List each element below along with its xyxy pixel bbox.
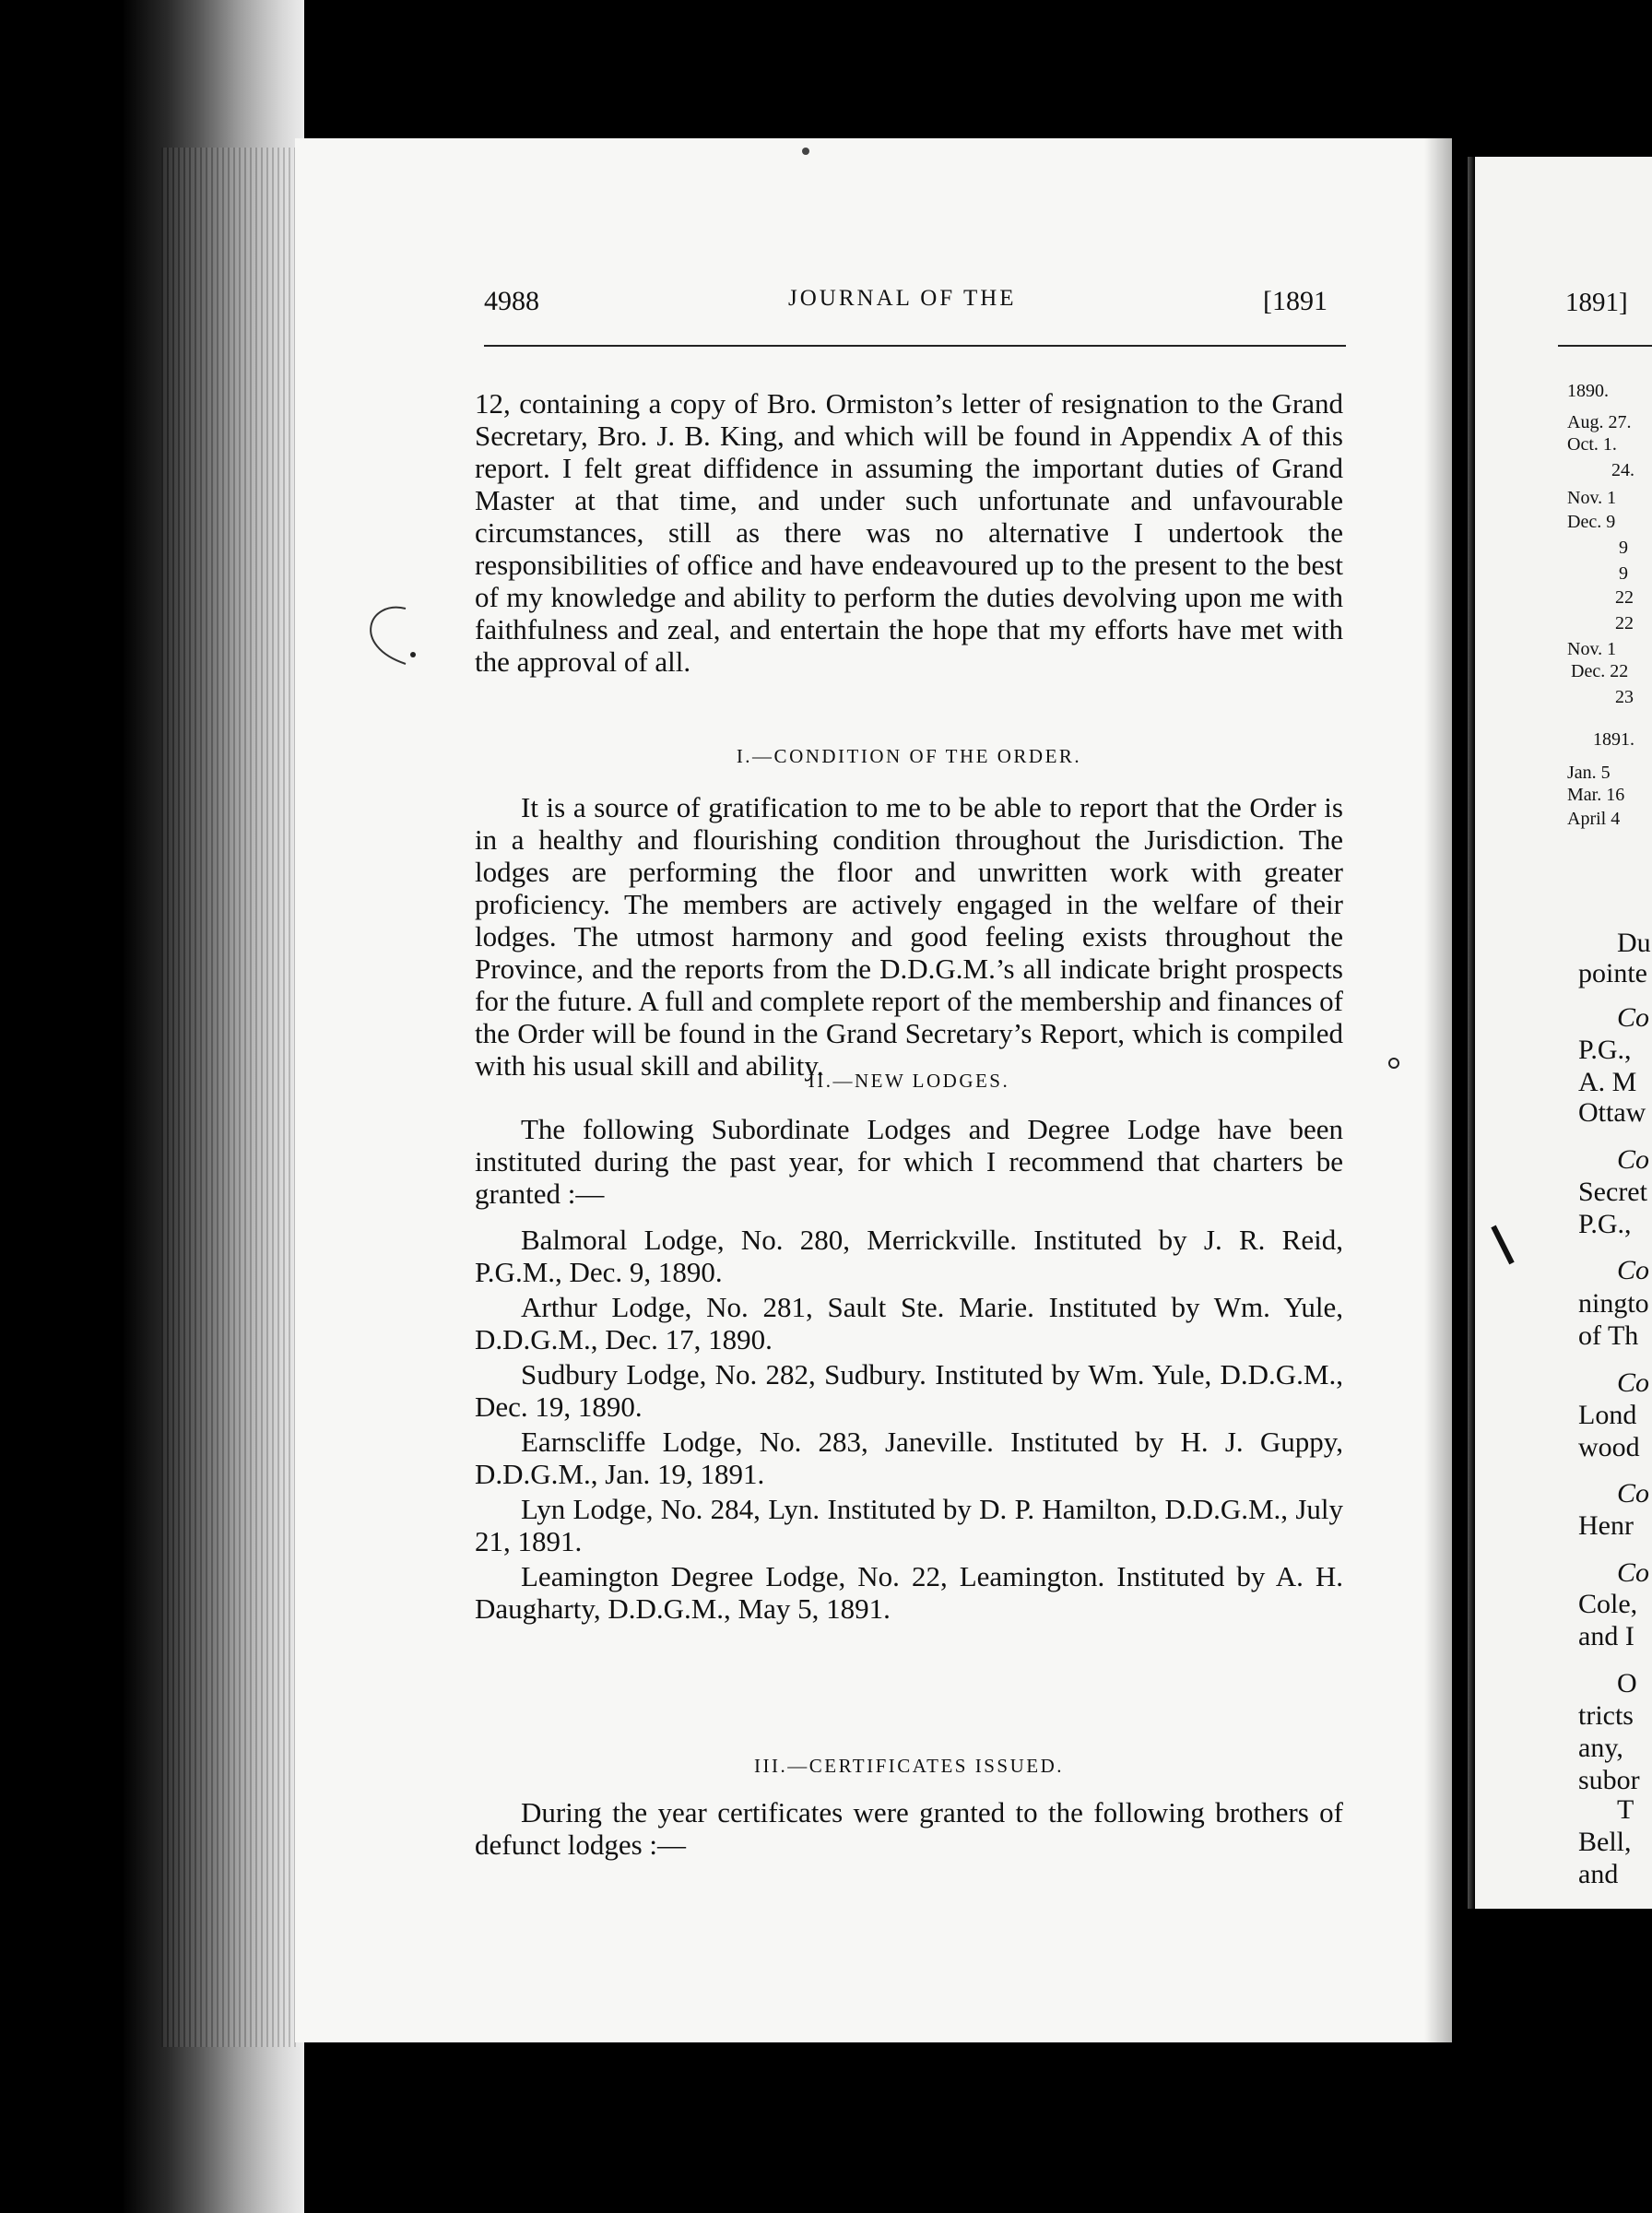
right-fragment: and I (1578, 1621, 1634, 1651)
right-date: Jan. 5 (1567, 763, 1611, 783)
right-fragment: Co (1617, 1367, 1650, 1398)
right-date: 1890. (1567, 381, 1609, 401)
right-fragment: Ottaw (1578, 1097, 1646, 1128)
lodge-entry: Lyn Lodge, No. 284, Lyn. Instituted by D. P. Hamilton, D.D.G.M., July 21, 1891. (475, 1493, 1343, 1557)
right-fragment: Cole, (1578, 1589, 1638, 1619)
right-fragment: tricts (1578, 1700, 1634, 1731)
right-fragment: A. M (1578, 1067, 1637, 1097)
header-rule (484, 345, 1346, 347)
right-fragment: pointe (1578, 958, 1647, 988)
lodge-entry: Leamington Degree Lodge, No. 22, Leamington. Instituted by A. H. Daugharty, D.D.G.M., May 5, 1891. (475, 1560, 1343, 1625)
right-date: Nov. 1 (1567, 639, 1617, 659)
right-page-header: 1891] (1565, 288, 1628, 317)
right-date: 9 (1619, 538, 1628, 558)
lodge-entry: Sudbury Lodge, No. 282, Sudbury. Instituted by Wm. Yule, D.D.G.M., Dec. 19, 1890. (475, 1358, 1343, 1423)
right-fragment: Secret (1578, 1177, 1647, 1207)
right-date: April 4 (1567, 809, 1621, 829)
lodge-entry: Balmoral Lodge, No. 280, Merrickville. Instituted by J. R. Reid, P.G.M., Dec. 9, 1890. (475, 1224, 1343, 1288)
right-fragment: P.G., (1578, 1035, 1632, 1065)
right-fragment: subor (1578, 1765, 1640, 1795)
right-date: Aug. 27. (1567, 412, 1632, 432)
right-fragment: of Th (1578, 1320, 1639, 1351)
lodge-entry: Earnscliffe Lodge, No. 283, Janeville. Instituted by H. J. Guppy, D.D.G.M., Jan. 19, 1891. (475, 1426, 1343, 1490)
right-date: Dec. 22 (1571, 661, 1629, 681)
header-year: [1891 (1263, 286, 1328, 316)
certificates-paragraph: During the year certificates were granted to the following brothers of defunct lodges :— (475, 1796, 1343, 1861)
section-heading-certificates: III.—CERTIFICATES ISSUED. (754, 1755, 1064, 1777)
right-date: 22 (1615, 613, 1634, 633)
intro-paragraph: 12, containing a copy of Bro. Ormiston’s letter of resignation to the Grand Secretary, Bro. J. B. King, and which will be found in Appendix A of this report. I felt great diffidence in assuming the important duties of Grand Master at that time, and under such unfortunate and unfavourable circumstances, still as there was no alternative I undertook the responsibilities of office and have endeavoured up to the present to the best of my knowledge and ability to perform the duties devolving upon me with faithfulness and zeal, and entertain the hope that my efforts have met with the approval of all. (475, 387, 1343, 678)
right-date: 9 (1619, 563, 1628, 584)
right-fragment: T (1617, 1794, 1634, 1825)
right-fragment: ningto (1578, 1288, 1649, 1319)
lodge-entry: Arthur Lodge, No. 281, Sault Ste. Marie. Instituted by Wm. Yule, D.D.G.M., Dec. 17, 1890. (475, 1291, 1343, 1355)
right-fragment: Co (1617, 1144, 1650, 1175)
right-fragment: Co (1617, 1002, 1650, 1033)
page-edges (161, 148, 300, 2047)
new-lodges-intro: The following Subordinate Lodges and Degree Lodge have been instituted during the past year, for which I recommend that charters be granted :— (475, 1113, 1343, 1210)
right-page-rule (1558, 345, 1652, 347)
right-fragment: any, (1578, 1733, 1623, 1763)
right-date: 23 (1615, 687, 1634, 707)
right-fragment: Co (1617, 1478, 1650, 1509)
right-date: 1891. (1593, 729, 1634, 750)
right-fragment: wood (1578, 1432, 1640, 1462)
gutter-shadow (1424, 138, 1475, 2047)
right-fragment: and (1578, 1859, 1619, 1889)
right-date: Dec. 9 (1567, 512, 1616, 532)
right-date: Oct. 1. (1567, 434, 1617, 455)
page-number: 4988 (484, 286, 539, 316)
right-fragment: Lond (1578, 1400, 1637, 1430)
right-fragment: Co (1617, 1557, 1650, 1588)
right-fragment: Bell, (1578, 1827, 1632, 1857)
right-date: 24. (1611, 460, 1634, 480)
right-fragment: O (1617, 1668, 1637, 1698)
right-fragment: Co (1617, 1255, 1650, 1285)
right-date: Mar. 16 (1567, 785, 1625, 805)
lodge-list (475, 1224, 1343, 1627)
right-fragment: P.G., (1578, 1209, 1632, 1239)
right-date: Nov. 1 (1567, 488, 1617, 508)
section-heading-new-lodges: II.—NEW LODGES. (808, 1070, 1010, 1092)
right-fragment: Du (1617, 928, 1651, 958)
running-title: JOURNAL OF THE (788, 286, 1017, 311)
condition-paragraph: It is a source of gratification to me to be able to report that the Order is in a healthy and flourishing condition throughout the Jurisdiction. The lodges are performing the floor and unwritten work with greater proficiency. The members are actively engaged in the welfare of their lodges. The utmost harmony and good feeling exists throughout the Province, and the reports from the D.D.G.M.’s all indicate bright prospects for the future. A full and complete report of the membership and finances of the Order will be found in the Grand Secretary’s Report, which is compiled with his usual skill and ability. (475, 791, 1343, 1082)
right-date: 22 (1615, 587, 1634, 608)
section-heading-condition: I.—CONDITION OF THE ORDER. (736, 745, 1082, 767)
right-fragment: Henr (1578, 1510, 1634, 1541)
